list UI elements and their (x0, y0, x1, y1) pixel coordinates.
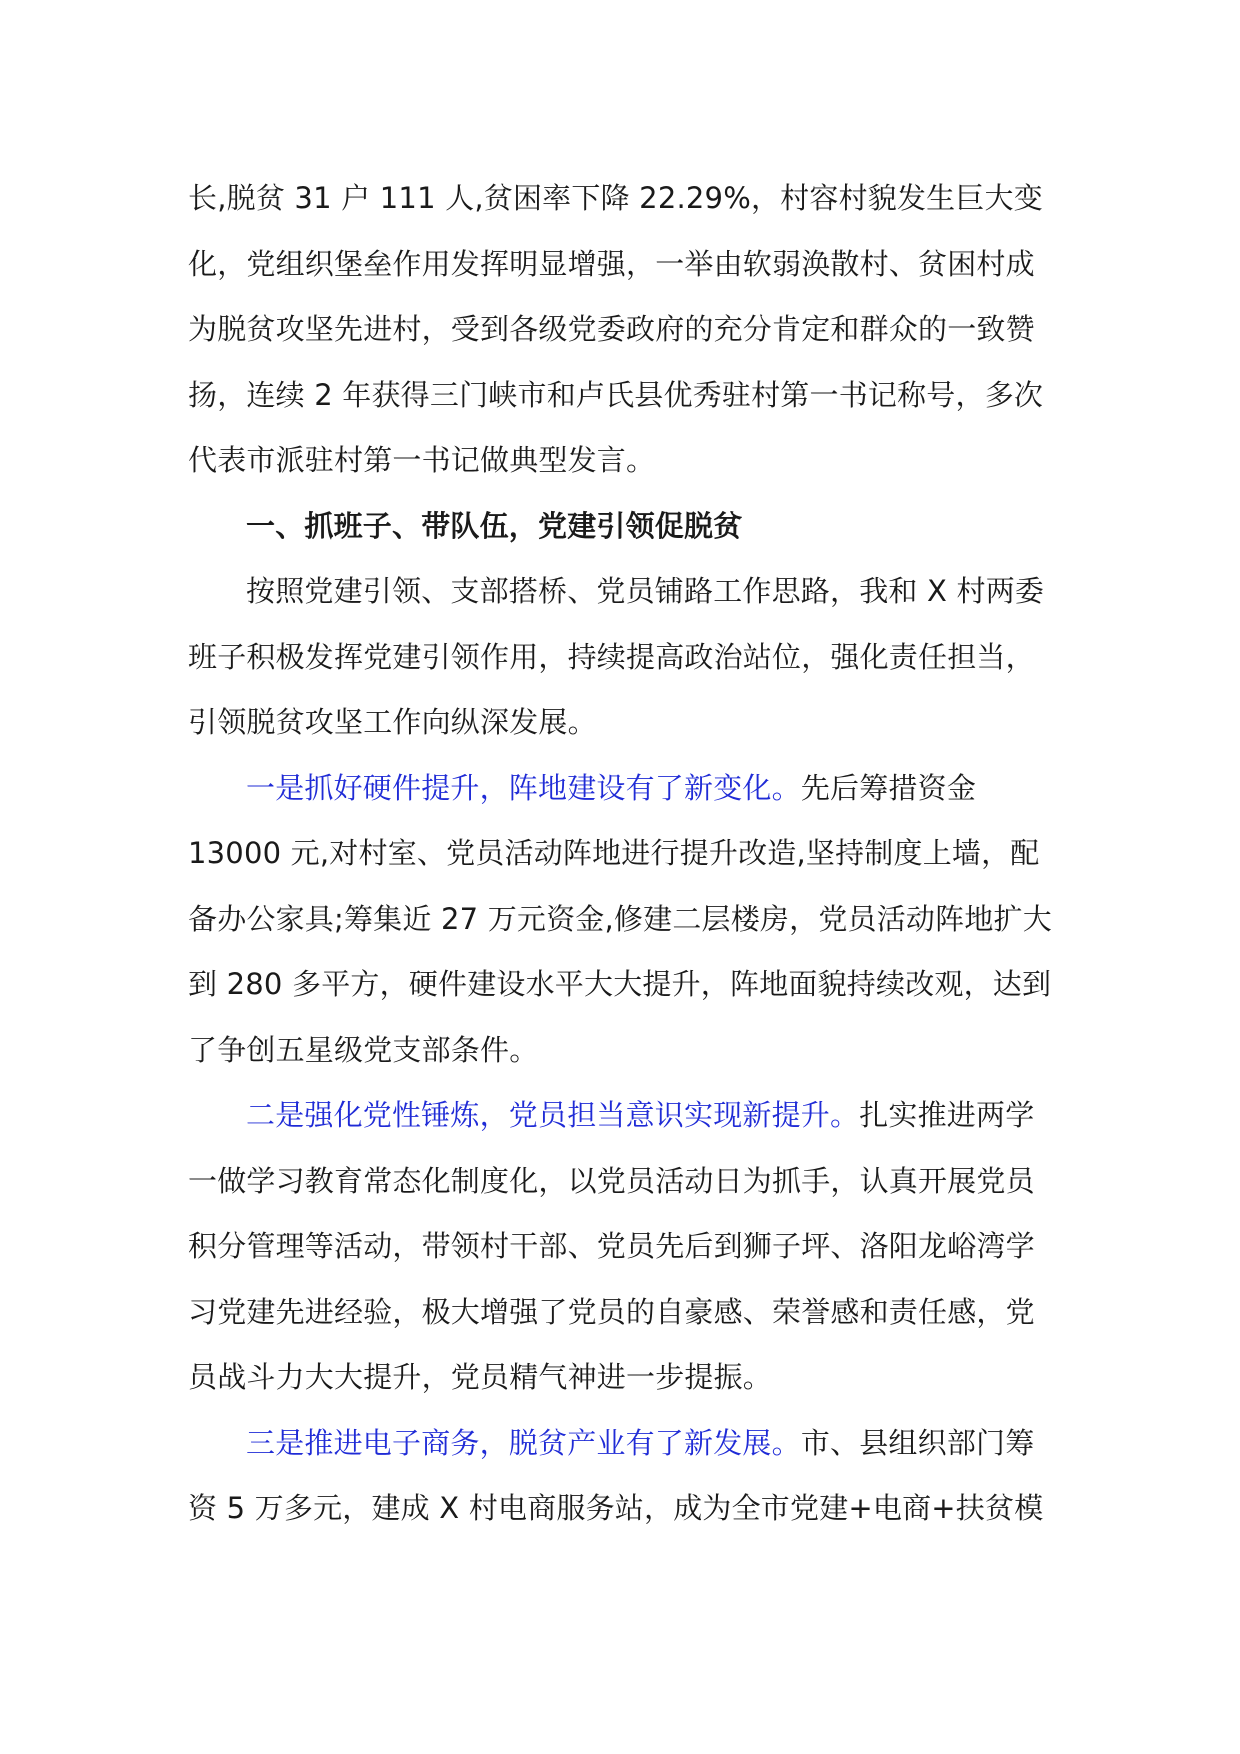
paragraph-3-highlight: 二是强化党性锤炼，党员担当意识实现新提升。 (246, 1098, 860, 1132)
paragraph-2-text: 先后筹措资金 13000 元,对村室、党员活动阵地进行提升改造,坚持制度上墙，配备办公家具;筹集近 27 万元资金,修建二层楼房，党员活动阵地扩大到 280 多平方，硬件建设水平大大提升，阵地面貌持续改观，达到了争创五星级党支部条件。 (188, 770, 1052, 1067)
paragraph-4-highlight: 三是推进电子商务，脱贫产业有了新发展。 (246, 1425, 801, 1460)
paragraph-3 (188, 1083, 1056, 1411)
paragraph-3-text: 扎实推进两学一做学习教育常态化制度化，以党员活动日为抓手，认真开展党员积分管理等活动，带领村干部、党员先后到狮子坪、洛阳龙峪湾学习党建先进经验，极大增强了党员的自豪感、荣誉感和责任感，党员战斗力大大提升，党员精气神进一步提振。 (188, 1098, 1035, 1394)
paragraph-1: 按照党建引领、支部搭桥、党员铺路工作思路，我和 X 村两委班子积极发挥党建引领作用，持续提高政治站位，强化责任担当，引领脱贫攻坚工作向纵深发展。 (188, 574, 1045, 739)
intro-paragraph: 长,脱贫 31 户 111 人,贫困率下降 22.29%，村容村貌发生巨大变化，党组织堡垒作用发挥明显增强，一举由软弱涣散村、贫困村成为脱贫攻坚先进村，受到各级党委政府的充分肯定和群众的一致赞扬，连续 2 年获得三门峡市和卢氏县优秀驻村第一书记称号，多次代表市派驻村第一书记做典型发言。 (188, 181, 1044, 477)
paragraph-2 (188, 756, 1056, 1084)
document-body (188, 166, 1056, 1542)
section-heading: 一、抓班子、带队伍，党建引领促脱贫 (246, 508, 743, 543)
paragraph-4 (188, 1411, 1056, 1542)
paragraph-4-text: 市、县组织部门筹资 5 万多元，建成 X 村电商服务站，成为全市党建+电商+扶贫模 (188, 1425, 1044, 1525)
paragraph-2-highlight: 一是抓好硬件提升，阵地建设有了新变化。 (246, 770, 801, 805)
